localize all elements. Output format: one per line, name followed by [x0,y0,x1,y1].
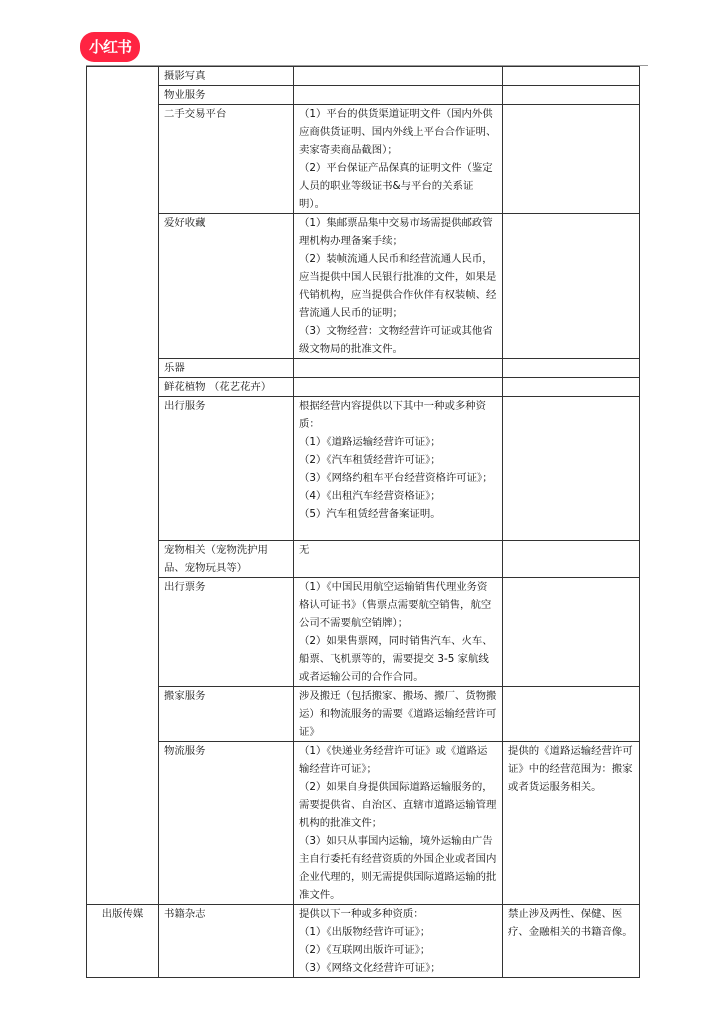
table-row [87,378,640,397]
requirement-line: （2）如果自身提供国际道路运输服务的，需要提供省、自治区、直辖市道路运输管理机构的批准文件； [299,781,497,829]
requirement-line: （3）《网络文化经营许可证》； [299,962,441,974]
table-row [87,541,640,578]
requirement-cell [294,905,503,978]
table-row [87,742,640,905]
item-cell: 二手交易平台 [159,105,294,214]
qualification-table [86,66,640,978]
item-cell: 物业服务 [159,86,294,105]
requirement-cell [294,541,503,578]
requirement-cell [294,397,503,541]
requirement-cell [294,578,503,687]
item-cell: 出行服务 [159,397,294,541]
item-cell: 鲜花植物 （花艺花卉） [159,378,294,397]
note-cell [503,578,640,687]
requirement-line: 无 [299,544,310,556]
note-line: 提供的《道路运输经营许可证》中的经营范围为：搬家或者货运服务相关。 [508,745,633,793]
table-row [87,905,640,978]
requirement-line: 提供以下一种或多种资质： [299,908,424,920]
requirement-line: （2）如果售票网，同时销售汽车、火车、船票、飞机票等的，需要提交 3-5 家航线或者运输公司的合作合同。 [299,635,493,683]
note-cell [503,905,640,978]
requirement-cell [294,687,503,742]
requirement-cell [294,378,503,397]
requirement-cell [294,105,503,214]
requirement-line: （3）如只从事国内运输，境外运输由广告主自行委托有经营资质的外国企业或者国内企业代理的，则无需提供国际道路运输的批准文件。 [299,835,497,901]
note-cell [503,541,640,578]
table-row [87,67,640,86]
requirement-line: （3）文物经营：文物经营许可证或其他省级文物局的批准文件。 [299,325,493,355]
item-cell: 物流服务 [159,742,294,905]
note-cell [503,214,640,359]
table-row [87,359,640,378]
note-line: 禁止涉及两性、保健、医疗、金融相关的书籍音像。 [508,908,633,938]
requirement-line: （2）《互联网出版许可证》； [299,944,431,956]
requirement-line: （1）平台的供货渠道证明文件（国内外供应商供货证明、国内外线上平台合作证明、卖家寄卖商品截图）； [299,108,497,156]
category-cell: 出版传媒 [87,905,159,978]
requirement-cell [294,214,503,359]
item-cell: 书籍杂志 [159,905,294,978]
item-cell: 宠物相关（宠物洗护用品、宠物玩具等） [159,541,294,578]
item-cell: 摄影写真 [159,67,294,86]
xiaohongshu-logo: 小红书 [80,32,140,62]
table-row [87,214,640,359]
table-row [87,86,640,105]
requirement-line: （4）《出租汽车经营资格证》； [299,490,441,502]
table-row [87,397,640,541]
requirement-line: （3）《网络约租车平台经营资格许可证》； [299,472,493,484]
requirement-line: （1）集邮票品集中交易市场需提供邮政管理机构办理备案手续； [299,217,493,247]
requirement-line: （1）《道路运输经营许可证》； [299,436,441,448]
table-row [87,578,640,687]
requirement-line: （1）《中国民用航空运输销售代理业务资格认可证书》（售票点需要航空销售，航空公司不需要航空销牌）； [299,581,492,629]
note-cell [503,687,640,742]
note-cell [503,359,640,378]
note-cell [503,378,640,397]
item-cell: 乐器 [159,359,294,378]
requirement-line: （5）汽车租赁经营备案证明。 [299,508,441,520]
requirement-cell [294,86,503,105]
requirement-cell [294,67,503,86]
requirement-line: 涉及搬迁（包括搬家、搬场、搬厂、货物搬运）和物流服务的需要《道路运输经营许可证》 [299,690,497,738]
note-cell [503,742,640,905]
note-cell [503,105,640,214]
category-cell [87,67,159,905]
requirement-line: （2）平台保证产品保真的证明文件（鉴定人员的职业等级证书&与平台的关系证明）。 [299,162,493,210]
item-cell: 出行票务 [159,578,294,687]
table-row [87,105,640,214]
item-cell: 搬家服务 [159,687,294,742]
note-cell [503,397,640,541]
table-row [87,687,640,742]
requirement-line: （2）装帧流通人民币和经营流通人民币，应当提供中国人民银行批准的文件，如果是代销机构，应当提供合作伙伴有权装帧、经营流通人民币的证明； [299,253,497,319]
requirement-line: （2）《汽车租赁经营许可证》； [299,454,441,466]
requirement-line: （1）《快递业务经营许可证》或《道路运输经营许可证》； [299,745,488,775]
requirement-cell [294,359,503,378]
note-cell [503,67,640,86]
requirement-line: 根据经营内容提供以下其中一种或多种资质： [299,400,487,430]
note-cell [503,86,640,105]
requirement-cell [294,742,503,905]
item-cell: 爱好收藏 [159,214,294,359]
requirement-line: （1）《出版物经营许可证》； [299,926,431,938]
